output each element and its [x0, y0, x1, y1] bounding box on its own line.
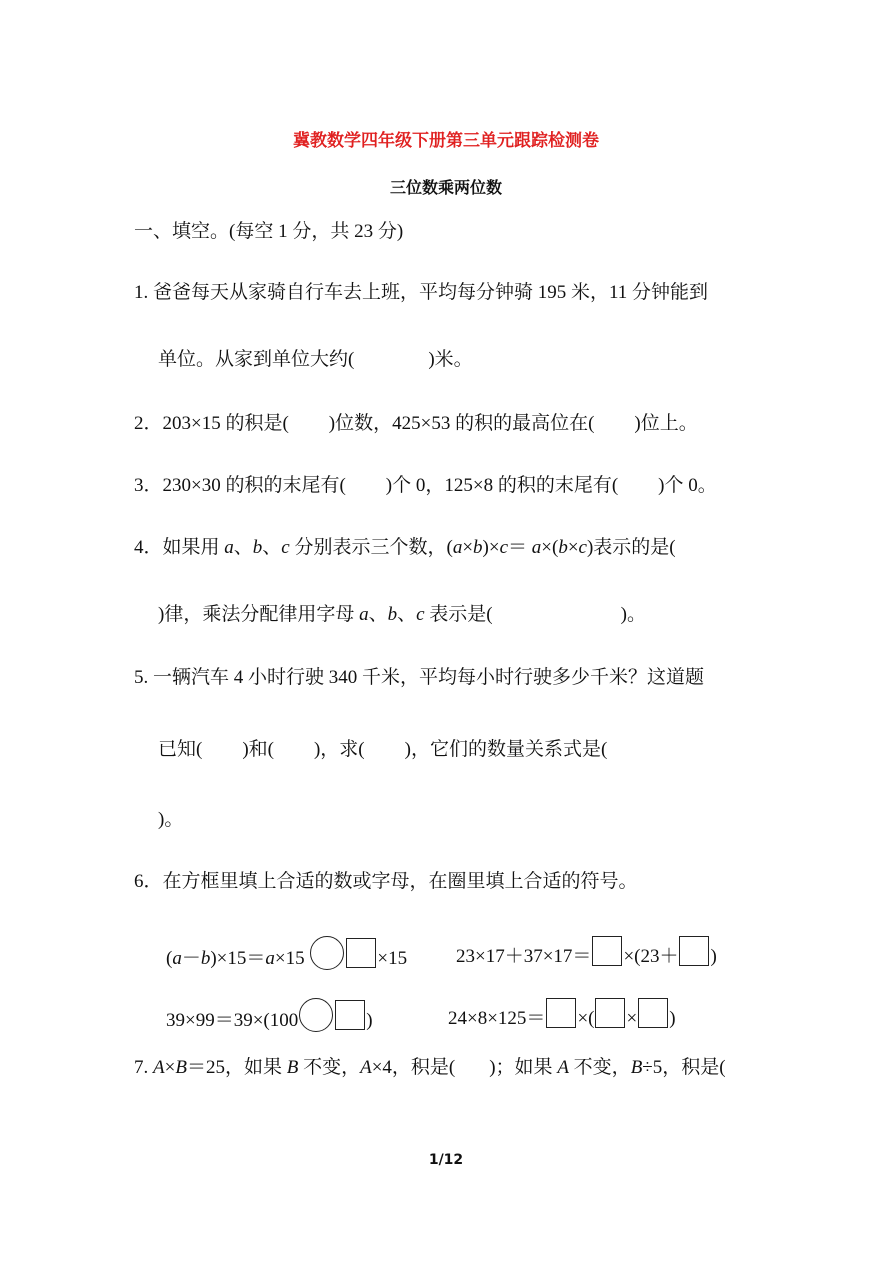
question-6-row-1-left [166, 936, 407, 971]
q5-text-d: )，它们的数量关系式是( [404, 739, 608, 760]
q4-text-d: )律，乘法分配律用字母 [158, 604, 360, 625]
q4-sep: 、 [397, 604, 417, 625]
q4-sep: 、 [368, 604, 388, 625]
answer-box-blank[interactable] [346, 938, 376, 968]
times-sign: × [164, 1057, 176, 1078]
q2-text-b: )位数，425×53 的积的最高位在( [328, 413, 595, 434]
section-heading: 一、填空。(每空 1 分，共 23 分) [134, 221, 404, 242]
q4-sep: 、 [262, 537, 282, 558]
q5-text-a: 已知( [158, 739, 203, 760]
q1-text-a: 单位。从家到单位大约( [158, 349, 355, 370]
q3-text-b: )个 0，125×8 的积的末尾有( [385, 475, 619, 496]
var-A: A [557, 1057, 569, 1078]
q3-text-c: )个 0。 [658, 475, 717, 496]
q7-text: 不变， [298, 1057, 361, 1078]
q4-text-a: 4．如果用 [134, 537, 225, 558]
question-4-line-2 [158, 603, 646, 627]
question-6-row-2-left [166, 998, 373, 1033]
page-number: 1/12 [428, 1152, 464, 1168]
var-b: b [473, 537, 483, 558]
question-1-line-1: 1. 爸爸每天从家骑自行车去上班，平均每分钟骑 195 米，11 分钟能到 [134, 282, 709, 303]
question-7 [134, 1056, 726, 1080]
question-2 [134, 412, 698, 436]
q7-text: ×4，积是( [371, 1057, 456, 1078]
q3-text-a: 3．230×30 的积的末尾有( [134, 475, 346, 496]
operator-circle-blank[interactable] [310, 936, 344, 970]
question-6-prompt: 6．在方框里填上合适的数或字母，在圈里填上合适的符号。 [134, 871, 638, 892]
q4-text-c: )表示的是( [586, 537, 676, 558]
var-B: B [175, 1057, 187, 1078]
q7-text: 不变， [568, 1057, 631, 1078]
equals-sign: ＝ [508, 537, 532, 558]
var-a: a [531, 537, 542, 558]
var-a: a [265, 948, 275, 969]
question-5-line-2 [158, 738, 607, 762]
var-c: c [416, 604, 425, 625]
q4-text-f: )。 [620, 604, 646, 625]
var-c: c [281, 537, 290, 558]
var-b: b [200, 948, 211, 969]
answer-box-blank[interactable] [595, 998, 625, 1028]
expr-part: ×15 [377, 948, 408, 969]
answer-box-blank[interactable] [592, 936, 622, 966]
expr-part: 24×8×125＝ [448, 1008, 546, 1029]
question-5-line-3: )。 [158, 809, 184, 830]
question-5-line-1: 5. 一辆汽车 4 小时行驶 340 千米，平均每小时行驶多少千米？这道题 [134, 667, 705, 688]
expr-part: )×15＝ [210, 948, 266, 969]
q5-text-b: )和( [242, 739, 274, 760]
var-b: b [252, 537, 263, 558]
q7-text: ÷5，积是( [642, 1057, 726, 1078]
var-B: B [286, 1057, 299, 1078]
expr-part: )× [482, 537, 500, 558]
var-A: A [360, 1057, 372, 1078]
var-a: a [172, 948, 182, 969]
minus-sign: － [181, 948, 201, 969]
var-a: a [224, 537, 234, 558]
answer-box-blank[interactable] [546, 998, 576, 1028]
answer-box-blank[interactable] [335, 1000, 365, 1030]
q4-text-e: 表示是( [424, 604, 493, 625]
answer-box-blank[interactable] [679, 936, 709, 966]
var-a: a [452, 537, 463, 558]
var-b: b [387, 604, 398, 625]
expr-part: ) [710, 946, 717, 967]
var-c: c [578, 537, 587, 558]
expr-part: ×( [577, 1008, 595, 1029]
expr-part: ×15 [274, 948, 305, 969]
var-B: B [630, 1057, 643, 1078]
q1-text-b: )米。 [428, 349, 473, 370]
question-6-row-2-right [448, 998, 676, 1031]
expr-part: ) [366, 1010, 373, 1031]
var-b: b [558, 537, 568, 558]
question-4-line-1 [134, 536, 676, 560]
expr-part: 23×17＋37×17＝ [456, 946, 592, 967]
var-A: A [153, 1057, 165, 1078]
q2-text-a: 2．203×15 的积是( [134, 413, 289, 434]
times-sign: × [462, 537, 474, 558]
question-1-line-2 [158, 348, 473, 372]
var-c: c [499, 537, 509, 558]
expr-part: ×( [541, 537, 559, 558]
expr-part: ) [669, 1008, 676, 1029]
question-3 [134, 474, 717, 498]
q4-text-b: 分别表示三个数，( [289, 537, 453, 558]
expr-part: ×(23＋ [623, 946, 679, 967]
answer-box-blank[interactable] [638, 998, 668, 1028]
q7-text: )；如果 [489, 1057, 558, 1078]
q7-text: ＝25，如果 [186, 1057, 287, 1078]
expr-part: 39×99＝39×(100 [166, 1010, 299, 1031]
question-6-row-1-right [456, 936, 717, 969]
q5-text-c: )，求( [313, 739, 365, 760]
paren: ( [166, 948, 173, 969]
times-sign: × [626, 1008, 638, 1029]
q4-sep: 、 [233, 537, 253, 558]
var-a: a [359, 604, 369, 625]
times-sign: × [567, 537, 579, 558]
q7-text: 7. [134, 1057, 153, 1078]
q2-text-c: )位上。 [634, 413, 698, 434]
worksheet-subtitle: 三位数乘两位数 [389, 178, 502, 197]
worksheet-title: 冀教数学四年级下册第三单元跟踪检测卷 [293, 131, 599, 151]
operator-circle-blank[interactable] [299, 998, 333, 1032]
